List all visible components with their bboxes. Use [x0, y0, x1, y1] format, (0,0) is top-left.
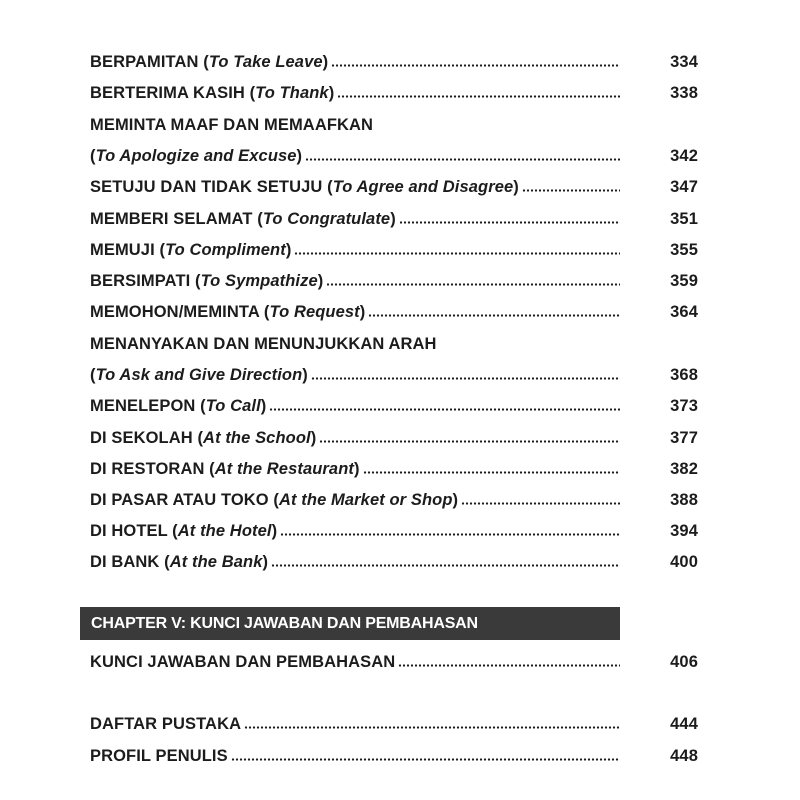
toc-entry-berterima-kasih: BERTERIMA KASIH (To Thank) 338	[90, 84, 698, 102]
dot-leader	[363, 471, 620, 474]
dot-leader	[280, 533, 620, 536]
toc-entry-di-pasar: DI PASAR ATAU TOKO (At the Market or Shop) 388	[90, 491, 698, 509]
entry-subtitle: To Apologize and Excuse	[95, 147, 297, 165]
page-number: 388	[670, 491, 698, 509]
page-number: 373	[670, 397, 698, 415]
entry-title: MEMOHON/MEMINTA (	[90, 303, 270, 321]
page-number: 347	[670, 178, 698, 196]
toc-entry-menanyakan: (To Ask and Give Direction) 368	[90, 366, 698, 384]
dot-leader	[399, 221, 620, 224]
page-number: 444	[670, 715, 698, 733]
entry-subtitle: To Request	[269, 303, 360, 321]
page-number: 342	[670, 147, 698, 165]
entry-subtitle: To Ask and Give Direction	[95, 366, 303, 384]
entry-title: MEMINTA MAAF DAN MEMAAFKAN	[90, 116, 374, 134]
toc-entry-di-restoran: DI RESTORAN (At the Restaurant) 382	[90, 460, 698, 478]
page-number: 368	[670, 366, 698, 384]
entry-title: PROFIL PENULIS	[90, 747, 228, 765]
entry-subtitle: To Call	[205, 397, 261, 415]
dot-leader	[319, 440, 620, 443]
chapter-v-heading-bar	[80, 607, 620, 640]
toc-entry-menanyakan-heading	[90, 329, 698, 355]
page-number: 338	[670, 84, 698, 102]
dot-leader	[337, 95, 620, 98]
toc-entry-meminta-maaf: (To Apologize and Excuse) 342	[90, 147, 698, 165]
toc-entry-kunci-jawaban	[90, 647, 698, 673]
dot-leader	[305, 158, 620, 161]
toc-entry-berpamitan: BERPAMITAN (To Take Leave) 334	[90, 53, 698, 71]
entry-subtitle: To Congratulate	[262, 210, 391, 228]
dot-leader	[271, 564, 620, 567]
entry-title: MEMBERI SELAMAT (	[90, 210, 263, 228]
entry-subtitle: To Thank	[255, 84, 329, 102]
entry-title: BERPAMITAN (	[90, 53, 209, 71]
entry-title: SETUJU DAN TIDAK SETUJU (	[90, 178, 333, 196]
page-number: 355	[670, 241, 698, 259]
dot-leader	[294, 252, 620, 255]
entry-subtitle: At the School	[203, 429, 311, 447]
entry-subtitle: At the Market or Shop	[279, 491, 453, 509]
toc-entry-menelepon: MENELEPON (To Call) 373	[90, 397, 698, 415]
toc-entry-meminta-maaf-heading	[90, 110, 698, 136]
entry-subtitle: To Sympathize	[200, 272, 318, 290]
entry-subtitle: At the Restaurant	[214, 460, 354, 478]
page-number: 400	[670, 553, 698, 571]
page-number: 448	[670, 747, 698, 765]
entry-title: BERTERIMA KASIH (	[90, 84, 256, 102]
dot-leader	[522, 189, 620, 192]
toc-entry-di-sekolah: DI SEKOLAH (At the School) 377	[90, 429, 698, 447]
dot-leader	[331, 64, 620, 67]
entry-subtitle: At the Bank	[169, 553, 263, 571]
toc-entry-memberi-selamat: MEMBERI SELAMAT (To Congratulate) 351	[90, 210, 698, 228]
entry-subtitle: To Take Leave	[208, 53, 323, 71]
entry-title: DAFTAR PUSTAKA	[90, 715, 242, 733]
toc-entry-profil-penulis	[90, 741, 698, 767]
entry-subtitle: To Agree and Disagree	[332, 178, 514, 196]
dot-leader	[398, 664, 620, 667]
dot-leader	[231, 758, 620, 761]
toc-entry-bersimpati: BERSIMPATI (To Sympathize) 359	[90, 272, 698, 290]
page-number: 406	[670, 653, 698, 671]
page-number: 364	[670, 303, 698, 321]
dot-leader	[311, 377, 620, 380]
entry-subtitle: At the Hotel	[177, 522, 272, 540]
entry-title: DI SEKOLAH (	[90, 429, 204, 447]
entry-title: DI HOTEL (	[90, 522, 178, 540]
toc-entry-di-hotel: DI HOTEL (At the Hotel) 394	[90, 522, 698, 540]
entry-title: MEMUJI (	[90, 241, 166, 259]
dot-leader	[326, 283, 620, 286]
page-number: 334	[670, 53, 698, 71]
page-number: 394	[670, 522, 698, 540]
dot-leader	[244, 726, 620, 729]
page-number: 377	[670, 429, 698, 447]
toc-entry-di-bank: DI BANK (At the Bank) 400	[90, 553, 698, 571]
entry-title: MENANYAKAN DAN MENUNJUKKAN ARAH	[90, 335, 437, 353]
entry-title: MENELEPON (	[90, 397, 206, 415]
entry-title: KUNCI JAWABAN DAN PEMBAHASAN	[90, 653, 396, 671]
page-number: 382	[670, 460, 698, 478]
toc-entry-memohon: MEMOHON/MEMINTA (To Request) 364	[90, 303, 698, 321]
page-number: 359	[670, 272, 698, 290]
chapter-heading: CHAPTER V: KUNCI JAWABAN DAN PEMBAHASAN	[91, 614, 478, 632]
page-number: 351	[670, 210, 698, 228]
entry-subtitle: To Compliment	[165, 241, 286, 259]
toc-entry-daftar-pustaka	[90, 709, 698, 735]
dot-leader	[461, 502, 620, 505]
dot-leader	[368, 314, 620, 317]
entry-title: BERSIMPATI (	[90, 272, 201, 290]
toc-entry-setuju: SETUJU DAN TIDAK SETUJU (To Agree and Disagree) 347	[90, 178, 698, 196]
entry-title: DI PASAR ATAU TOKO (	[90, 491, 279, 509]
entry-title: DI BANK (	[90, 553, 170, 571]
toc-entry-memuji: MEMUJI (To Compliment) 355	[90, 241, 698, 259]
dot-leader	[269, 408, 620, 411]
entry-title: DI RESTORAN (	[90, 460, 215, 478]
